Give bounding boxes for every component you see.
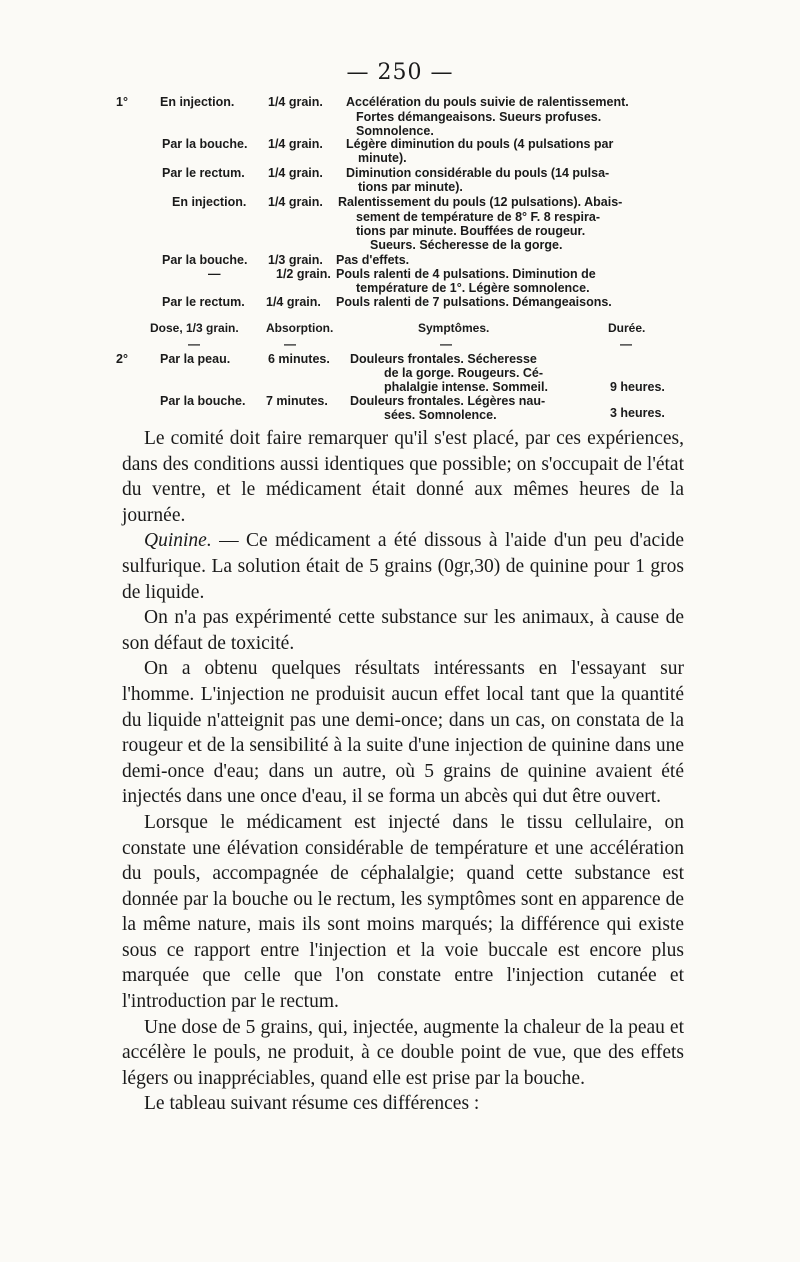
paragraph-text: — Ce médicament a été dissous à l'aide d'un peu d'acide sulfurique. La solution était de 5 grains (0gr,30) de quinine pour 1 gros de liquide. <box>122 530 684 603</box>
body-text <box>122 426 684 1117</box>
route-cell: Par la bouche. <box>160 394 246 408</box>
paragraph: On n'a pas expérimenté cette substance sur les animaux, à cause de son défaut de toxicité. <box>122 607 684 654</box>
header-dash: — <box>620 337 632 351</box>
header-absorption: Absorption. <box>266 321 334 335</box>
header-duration: Durée. <box>608 321 646 335</box>
paragraph: Une dose de 5 grains, qui, injectée, augmente la chaleur de la peau et accélère le pouls, ne produit, à ce double point de vue, que des effets légers ou inappréciables, quand elle est prise par la bouche. <box>122 1016 684 1089</box>
route-cell: Par la bouche. <box>162 137 248 151</box>
duration-cell: 3 heures. <box>610 406 665 420</box>
dose-cell: 1/2 grain. <box>276 267 331 281</box>
effect-line: Légère diminution du pouls (4 pulsations par <box>346 137 614 151</box>
paragraph: On a obtenu quelques résultats intéressants en l'essayant sur l'homme. L'injection ne produisit aucun effet local tant que la quantité du liquide n'atteignit pas une demi-once; dans un cas, on constata de la rougeur et de la sensibilité à la suite d'une injection de quinine dans une demi-once d'eau; dans un autre, où 5 grains de quinine avaient été injectés dans une once d'eau, il se forma un abcès qui dut être ouvert. <box>122 658 684 808</box>
section-marker-2: 2° <box>116 352 128 366</box>
effect-line: température de 1°. Légère somnolence. <box>356 281 590 295</box>
effect-line: Accélération du pouls suivie de ralentissement. <box>346 95 629 109</box>
effect-line: tions par minute). <box>358 180 463 194</box>
header-dash: — <box>188 337 200 351</box>
absorption-cell: 7 minutes. <box>266 394 328 408</box>
effect-line: Pouls ralenti de 7 pulsations. Démangeaisons. <box>336 295 612 309</box>
paragraph: Le comité doit faire remarquer qu'il s'est placé, par ces expériences, dans des conditions aussi identiques que possible; on s'occupait de l'état du ventre, et le médicament était donné aux mêmes heures de la journée. <box>122 428 684 526</box>
absorption-cell: 6 minutes. <box>268 352 330 366</box>
symptom-line: sées. Somnolence. <box>384 408 497 422</box>
dose-cell: 1/4 grain. <box>268 137 323 151</box>
route-cell: Par le rectum. <box>162 295 245 309</box>
route-cell: En injection. <box>172 195 247 209</box>
paragraph: Le tableau suivant résume ces différences : <box>144 1093 480 1115</box>
symptom-line: phalalgie intense. Sommeil. <box>384 380 548 394</box>
dose-cell: 1/4 grain. <box>268 95 323 109</box>
symptom-line: de la gorge. Rougeurs. Cé- <box>384 366 544 380</box>
effect-line: minute). <box>358 151 407 165</box>
header-symptoms: Symptômes. <box>418 321 490 335</box>
effect-line: Pas d'effets. <box>336 253 410 267</box>
dose-cell: 1/4 grain. <box>268 195 323 209</box>
dose-cell: 1/4 grain. <box>268 166 323 180</box>
header-dose: Dose, 1/3 grain. <box>150 321 239 335</box>
dose-cell: 1/3 grain. <box>268 253 323 267</box>
paragraph: Lorsque le médicament est injecté dans le tissu cellulaire, on constate une élévation considérable de température et une accélération du pouls, accompagnée de céphalalgie; quand cette substance est donnée par la bouche ou le rectum, les symptômes sont en apparence de la même nature, mais ils sont moins marqués; la différence qui existe sous ce rapport entre l'injection et la voie buccale est encore plus marquée que celle que l'on constate entre l'injection cutanée et l'introduction par le rectum. <box>122 811 684 1013</box>
symptom-line: Douleurs frontales. Légères nau- <box>350 394 546 408</box>
route-cell: Par la peau. <box>160 352 231 366</box>
header-dash: — <box>284 337 296 351</box>
route-cell: Par le rectum. <box>162 166 245 180</box>
symptom-line: Douleurs frontales. Sécheresse <box>350 352 537 366</box>
effect-line: Somnolence. <box>356 124 434 138</box>
route-cell: — <box>208 267 221 281</box>
section-marker-1: 1° <box>116 95 128 109</box>
dose-cell: 1/4 grain. <box>266 295 321 309</box>
effect-line: Fortes démangeaisons. Sueurs profuses. <box>356 110 602 124</box>
effect-line: Diminution considérable du pouls (14 pulsa- <box>346 166 610 180</box>
effect-line: Sueurs. Sécheresse de la gorge. <box>370 238 563 252</box>
route-cell: Par la bouche. <box>162 253 248 267</box>
section-heading-quinine: Quinine. <box>144 530 212 552</box>
effect-line: Ralentissement du pouls (12 pulsations). Abais- <box>338 195 623 209</box>
paragraph <box>122 528 684 605</box>
duration-cell: 9 heures. <box>610 380 665 394</box>
page-number: — 250 — <box>346 60 454 85</box>
effect-line: Pouls ralenti de 4 pulsations. Diminution de <box>336 267 596 281</box>
effect-line: tions par minute. Bouffées de rougeur. <box>356 224 586 238</box>
route-cell: En injection. <box>160 95 235 109</box>
header-dash: — <box>440 337 452 351</box>
effect-line: sement de température de 8° F. 8 respira- <box>356 210 600 224</box>
